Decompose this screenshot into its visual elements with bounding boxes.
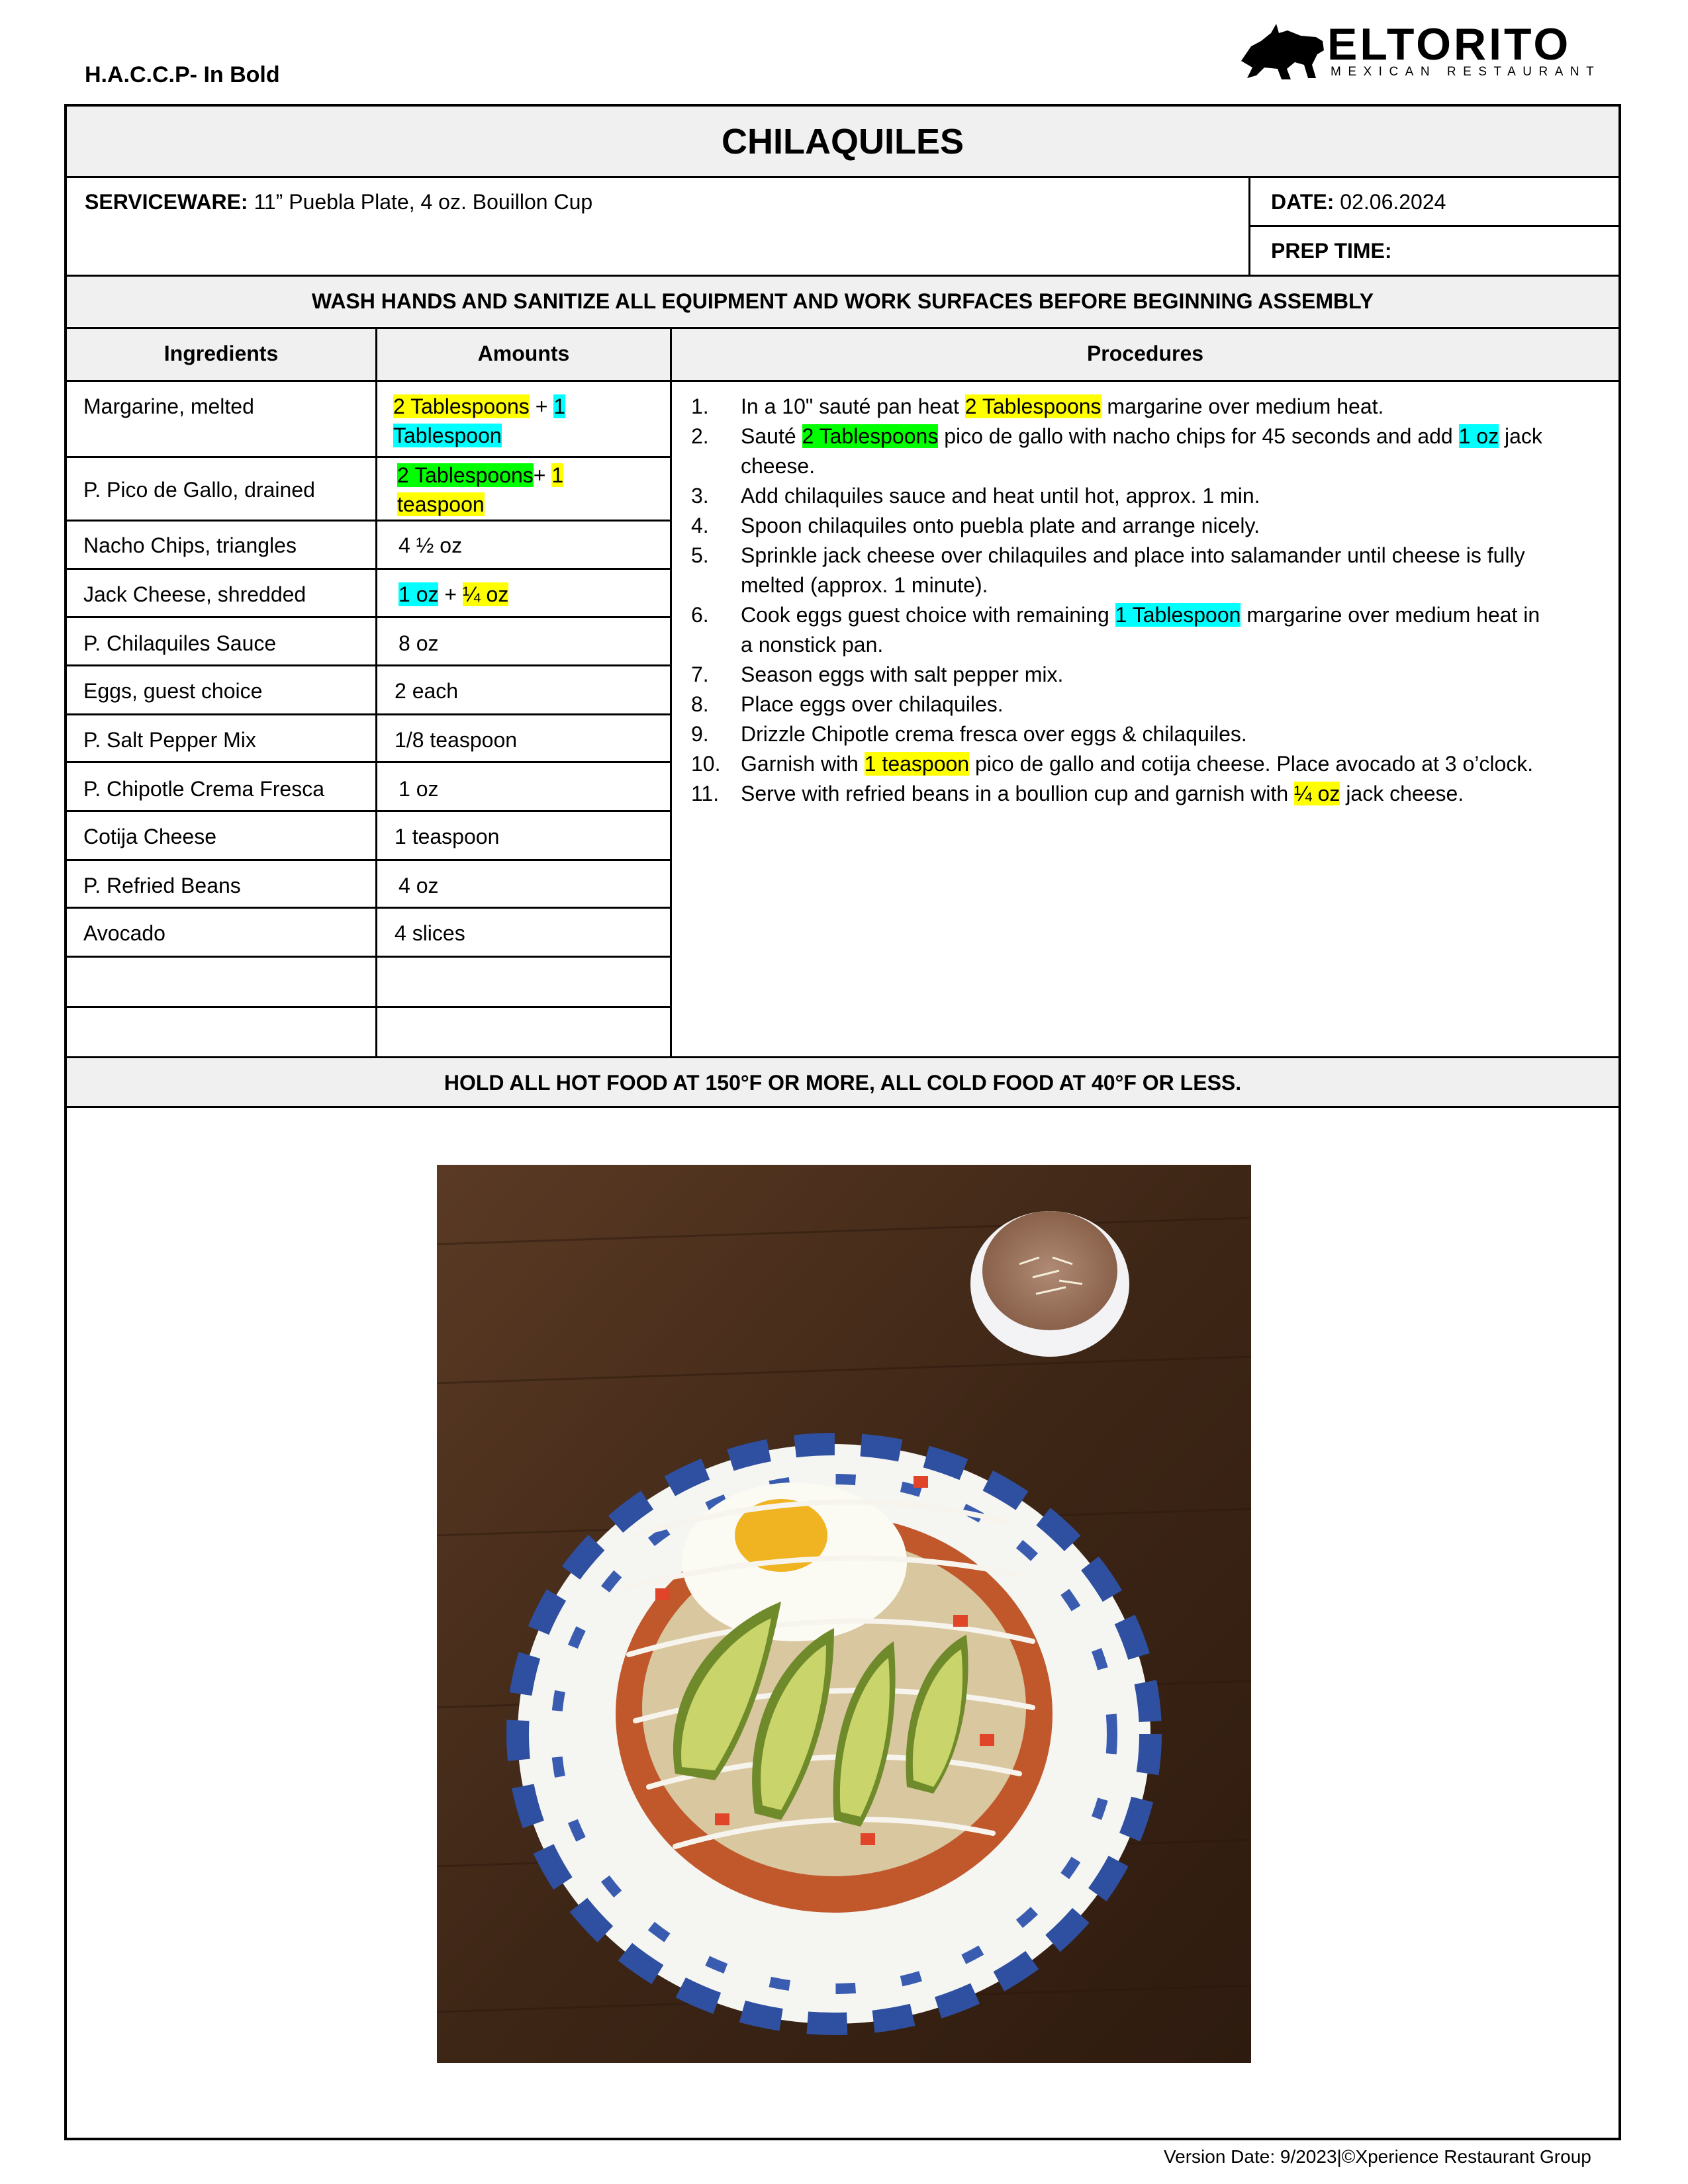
ingredient-name: P. Chilaquiles Sauce	[83, 631, 277, 655]
version-footer: Version Date: 9/2023|©Xperience Restaurant Group	[1164, 2146, 1591, 2167]
ingredient-name: Eggs, guest choice	[83, 679, 263, 703]
chilaquiles-plate-photo	[437, 1165, 1251, 2063]
ingredient-name: Nacho Chips, triangles	[83, 533, 297, 557]
procedure-step: 8. Place eggs over chilaquiles.	[691, 692, 1004, 716]
ingredient-name: Avocado	[83, 921, 165, 945]
procedure-list	[691, 392, 1605, 809]
ingredient-name: Jack Cheese, shredded	[83, 582, 306, 606]
logo-subtitle: MEXICAN RESTAURANT	[1331, 65, 1601, 79]
amount-value: 1 oz + ¼ oz	[399, 582, 509, 606]
serviceware-label: SERVICEWARE:	[85, 190, 248, 214]
amount-value: 4 oz	[399, 874, 439, 897]
wash-notice: WASH HANDS AND SANITIZE ALL EQUIPMENT AND WORK SURFACES BEFORE BEGINNING ASSEMBLY	[311, 289, 1374, 313]
hold-notice: HOLD ALL HOT FOOD AT 150°F OR MORE, ALL COLD FOOD AT 40°F OR LESS.	[444, 1071, 1242, 1095]
amount-value: 2 Tablespoons + 1 Tablespoon	[393, 394, 566, 447]
date-label: DATE:	[1271, 190, 1335, 214]
procedures-header: Procedures	[1086, 341, 1204, 365]
procedure-step: 5. Sprinkle jack cheese over chilaquiles and place into salamander until cheese is fully melted (approx. 1 minute).	[691, 543, 1525, 597]
logo-wordmark: ELTORITO	[1327, 19, 1571, 69]
ingredient-name: P. Salt Pepper Mix	[83, 728, 256, 752]
ingredient-name: Cotija Cheese	[83, 825, 216, 848]
ingredient-name: P. Pico de Gallo, drained	[83, 478, 315, 502]
prep-time-label: PREP TIME:	[1271, 239, 1392, 263]
procedure-step: 2. Sauté 2 Tablespoons pico de gallo with nacho chips for 45 seconds and add 1 oz jack cheese.	[691, 424, 1542, 478]
procedure-step: 4. Spoon chilaquiles onto puebla plate and arrange nicely.	[691, 514, 1260, 537]
serviceware-value: 11” Puebla Plate, 4 oz. Bouillon Cup	[248, 190, 593, 214]
procedure-step: 6. Cook eggs guest choice with remaining 1 Tablespoon margarine over medium heat in a nonstick pan.	[691, 603, 1540, 657]
date-value: 02.06.2024	[1334, 190, 1446, 214]
amount-value: 2 Tablespoons+ 1 teaspoon	[397, 463, 564, 516]
amount-value: 8 oz	[399, 631, 439, 655]
haccp-note: H.A.C.C.P- In Bold	[85, 62, 280, 87]
bull-icon	[1238, 21, 1327, 82]
ingredient-name: P. Refried Beans	[83, 874, 241, 897]
procedure-step: 1. In a 10" sauté pan heat 2 Tablespoons margarine over medium heat.	[691, 394, 1384, 418]
ingredients-header: Ingredients	[164, 341, 279, 365]
amount-value: 1 teaspoon	[395, 825, 500, 848]
procedure-step: 9. Drizzle Chipotle crema fresca over eggs & chilaquiles.	[691, 722, 1247, 746]
recipe-title: CHILAQUILES	[721, 122, 964, 161]
amounts-header: Amounts	[477, 341, 570, 365]
amount-value: 2 each	[395, 679, 459, 703]
amount-value: 1/8 teaspoon	[395, 728, 518, 752]
amount-value: 4 slices	[395, 921, 465, 945]
brand-logo	[1238, 21, 1625, 82]
serviceware-line	[85, 187, 592, 216]
amount-value: 4 ½ oz	[399, 533, 463, 557]
amount-value: 1 oz	[399, 777, 439, 801]
ingredient-name: Margarine, melted	[83, 394, 254, 418]
ingredient-name: P. Chipotle Crema Fresca	[83, 777, 324, 801]
procedure-step: 7. Season eggs with salt pepper mix.	[691, 662, 1064, 686]
procedure-step: 11. Serve with refried beans in a boullion cup and garnish with ¼ oz jack cheese.	[691, 782, 1464, 805]
procedure-step: 3. Add chilaquiles sauce and heat until hot, approx. 1 min.	[691, 484, 1260, 508]
date-line	[1271, 187, 1446, 216]
procedure-step: 10. Garnish with 1 teaspoon pico de gallo and cotija cheese. Place avocado at 3 o’clock.	[691, 752, 1534, 776]
